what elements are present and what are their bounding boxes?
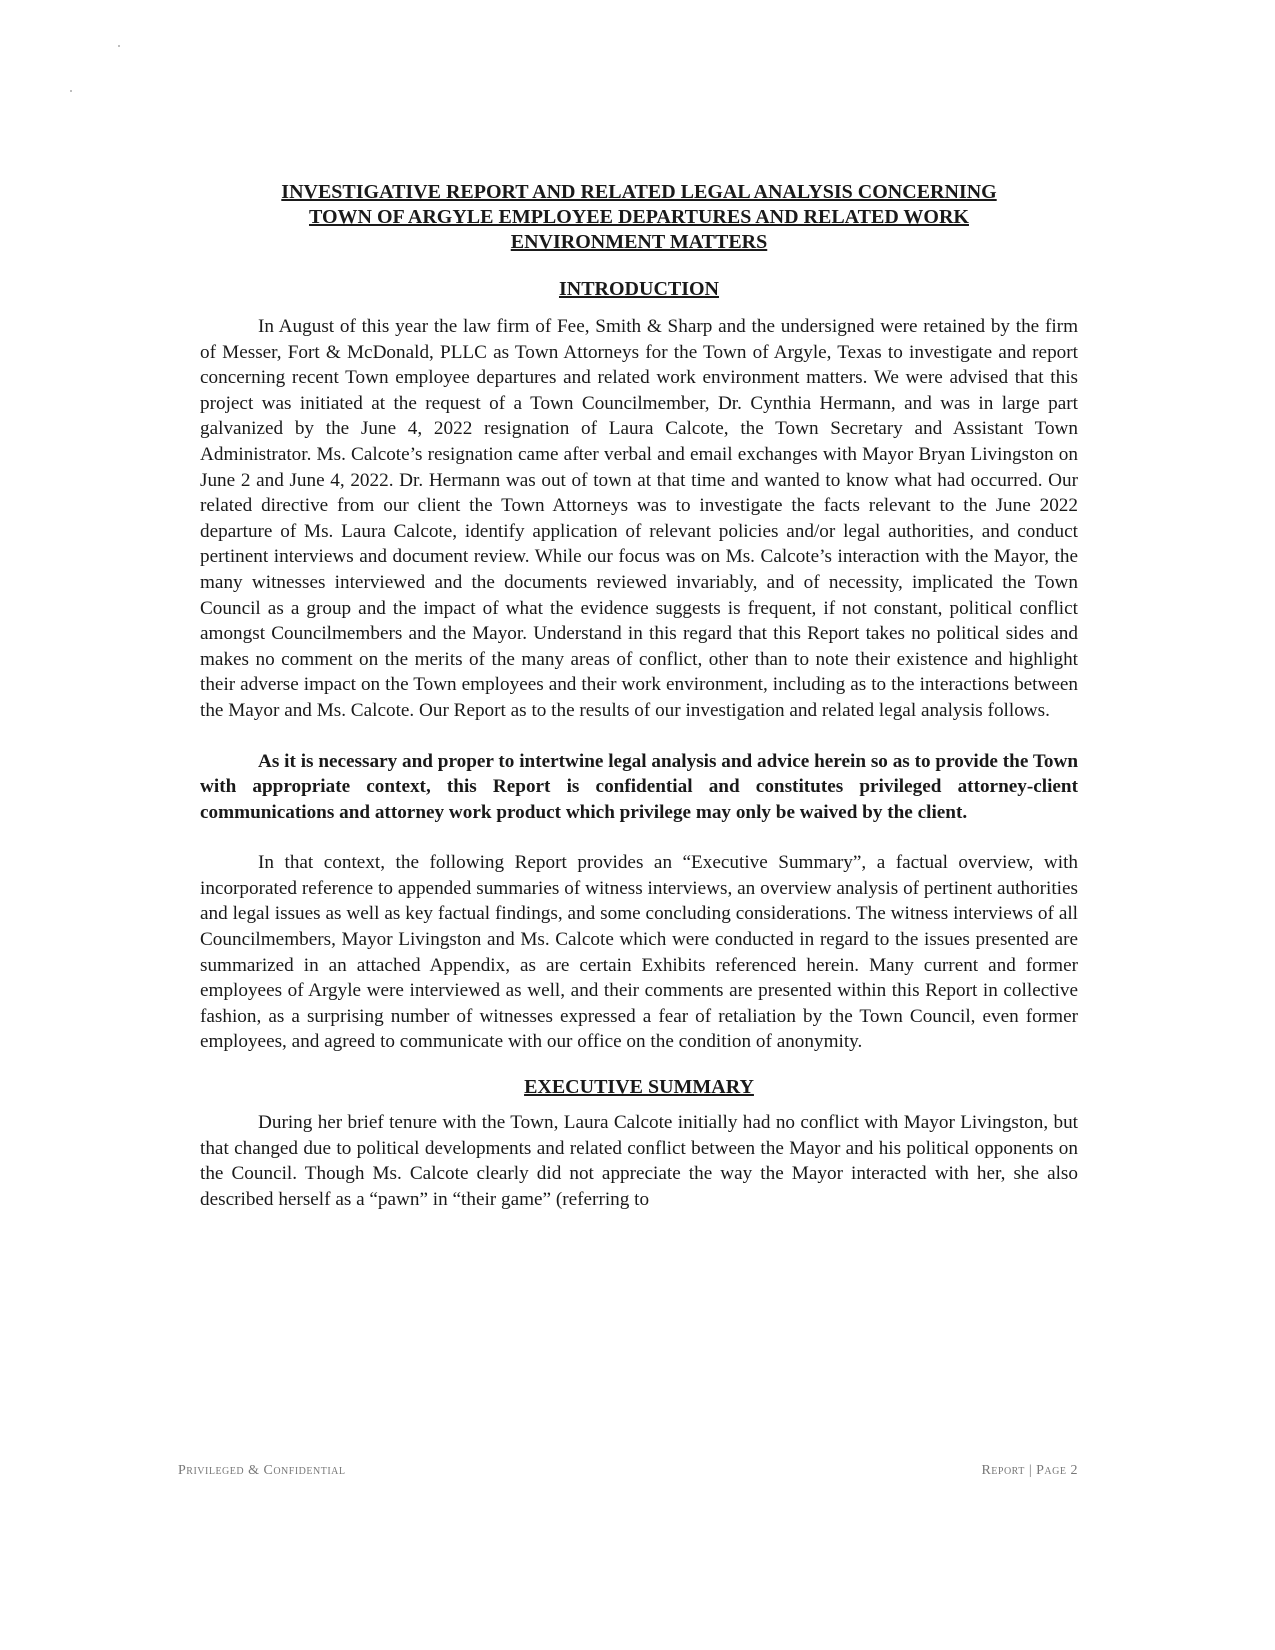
report-title-line-1: INVESTIGATIVE REPORT AND RELATED LEGAL ANALYSIS CONCERNING — [281, 181, 997, 203]
confidentiality-notice: As it is necessary and proper to intertwine legal analysis and advice herein so as to provide the Town with appropriate context, this Report is confidential and constitutes privileged attorney-client communications and attorney work product which privilege may only be waived by the client. — [200, 750, 1078, 823]
footer-page-number: Report | Page 2 — [981, 1463, 1078, 1478]
executive-summary-paragraph-1: During her brief tenure with the Town, Laura Calcote initially had no conflict with Mayor Livingston, but that changed due to political developments and related conflict between the Mayor and his political opponents on the Council. Though Ms. Calcote clearly did not appreciate the way the Mayor interacted with her, she also described herself as a “pawn” in “their game” (referring to — [200, 1112, 1078, 1210]
introduction-heading: INTRODUCTION — [558, 278, 720, 300]
introduction-paragraph-1: In August of this year the law firm of Fee, Smith & Sharp and the undersigned were retained by the firm of Messer, Fort & McDonald, PLLC as Town Attorneys for the Town of Argyle, Texas to investigate and report concerning recent Town employee departures and related work environment matters. We were advised that this project was initiated at the request of a Town Councilmember, Dr. Cynthia Hermann, and was in large part galvanized by the June 4, 2022 resignation of Laura Calcote, the Town Secretary and Assistant Town Administrator. Ms. Calcote’s resignation came after verbal and email exchanges with Mayor Bryan Livingston on June 2 and June 4, 2022. Dr. Hermann was out of town at that time and wanted to know what had occurred. Our related directive from our client the Town Attorneys was to investigate the facts relevant to the June 2022 departure of Ms. Laura Calcote, identify application of relevant policies and/or legal authorities, and conduct pertinent interviews and document review. While our focus was on Ms. Calcote’s interaction with the Mayor, the many witnesses interviewed and the documents reviewed invariably, and of necessity, implicated the Town Council as a group and the impact of what the evidence suggests is frequent, if not constant, political conflict amongst Councilmembers and the Mayor. Understand in this regard that this Report takes no political sides and makes no comment on the merits of the many areas of conflict, other than to note their existence and highlight their adverse impact on the Town employees and their work environment, including as to the interactions between the Mayor and Ms. Calcote. Our Report as to the results of our investigation and related legal analysis follows. — [200, 316, 1078, 721]
footer-confidential-label: Privileged & Confidential — [178, 1463, 346, 1478]
report-title-line-2: TOWN OF ARGYLE EMPLOYEE DEPARTURES AND RELATED WORK — [309, 206, 969, 228]
executive-summary-heading: EXECUTIVE SUMMARY — [524, 1076, 754, 1099]
report-title — [200, 180, 1078, 255]
scan-speck — [70, 90, 72, 92]
scan-speck — [118, 45, 120, 47]
introduction-paragraph-2: In that context, the following Report provides an “Executive Summary”, a factual overview, with incorporated reference to appended summaries of witness interviews, an overview analysis of pertinent authorities and legal issues as well as key factual findings, and some concluding considerations. The witness interviews of all Councilmembers, Mayor Livingston and Ms. Calcote which were conducted in regard to the issues presented are summarized in an attached Appendix, as are certain Exhibits referenced herein. Many current and former employees of Argyle were interviewed as well, and their comments are presented within this Report in collective fashion, as a surprising number of witnesses expressed a fear of retaliation by the Town Council, even former employees, and agreed to communicate with our office on the condition of anonymity. — [200, 852, 1078, 1053]
report-body — [200, 180, 1078, 1212]
report-title-line-3: ENVIRONMENT MATTERS — [510, 231, 768, 253]
